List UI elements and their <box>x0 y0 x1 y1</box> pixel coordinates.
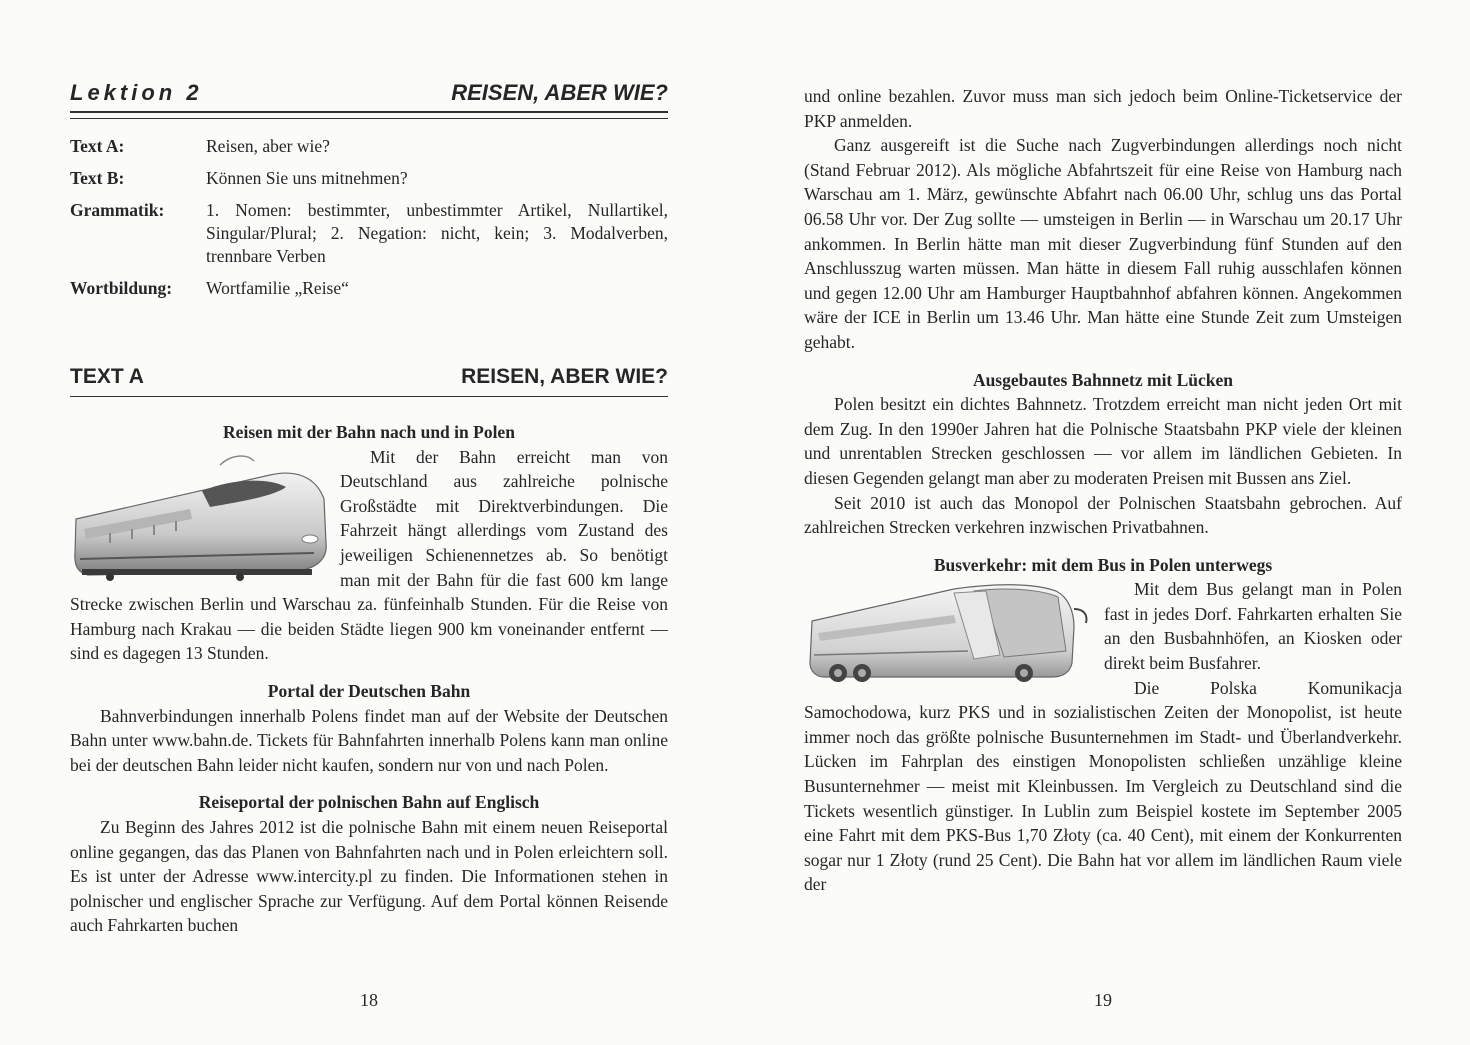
lesson-header <box>70 80 668 110</box>
overview-key: Text B: <box>70 168 125 188</box>
right-page <box>804 0 1402 1045</box>
overview-key: Text A: <box>70 136 125 156</box>
text-a-title: REISEN, ABER WIE? <box>461 365 668 388</box>
overview-row <box>70 199 668 268</box>
overview-value: Reisen, aber wie? <box>206 136 330 156</box>
paragraph: Seit 2010 ist auch das Monopol der Polnischen Staatsbahn gebrochen. Auf zahlreichen Strecken verkehren inzwischen Privatbahnen. <box>804 492 1402 538</box>
paragraph: Ganz ausgereift ist die Suche nach Zugverbindungen allerdings noch nicht (Stand Februar 2012). Als mögliche Abfahrtszeit für eine Reise von Hamburg nach Warschau am 1. März, gewünschte Abfahrt nach 06.00 Uhr, schlug uns das Portal 06.58 Uhr vor. Der Zug sollte — umsteigen in Berlin — in Warschau um 20.17 Uhr ankommen. In Berlin hätte man mit dieser Zugverbindung fünf Stunden auf den Anschlusszug warten müssen. Man hätte in diesem Fall ruhig ausschlafen können und gegen 12.00 Uhr am Hamburger Hauptbahnhof abfahren können. Angekommen wäre der ICE in Berlin um 13.46 Uhr. Man hätte eine Stunde Zeit zum Umsteigen gehabt. <box>804 135 1402 352</box>
bus-illustration <box>804 581 1092 687</box>
overview-value: Können Sie uns mitnehmen? <box>206 168 408 188</box>
section-body: Mit der Bahn erreicht man von Deutschland aus zahlreiche polnische Großstädte mit Direktverbindungen. Die Fahrzeit hängt allerdings vom Zustand des jeweiligen Schienennetzes ab. So benötigt man mit der Bahn für die fast 600 km lange Strecke zwischen Berlin und Warschau za. fünfeinhalb Stunden. Für die Reise von Hamburg nach Krakau — die beiden Städte liegen 900 km voneinander entfernt — sind es dagegen 13 Stunden. <box>70 446 668 664</box>
lesson-number: Lektion 2 <box>70 80 203 105</box>
train-illustration <box>70 447 328 585</box>
lesson-title: REISEN, ABER WIE? <box>451 80 668 105</box>
page-number: 18 <box>360 990 378 1010</box>
section-heading: Ausgebautes Bahnnetz mit Lücken <box>972 369 1234 390</box>
text-a-header <box>70 365 668 393</box>
page-number: 19 <box>1094 990 1112 1010</box>
paragraph: Mit dem Bus gelangt man in Polen fast in jedes Dorf. Fahrkarten erhalten Sie an den Busbahnhöfen, an Kiosken oder direkt beim Busfahrer. <box>1104 579 1402 674</box>
overview-row <box>70 167 668 190</box>
section-body: Bahnverbindungen innerhalb Polens findet man auf der Website der Deutschen Bahn unter www.bahn.de. Tickets für Bahnfahrten innerhalb Polens kann man online bei der deutschen Bahn leider nicht kaufen, sondern nur von und nach Polen. <box>70 705 668 775</box>
overview-row <box>70 135 668 158</box>
section-heading: Reisen mit der Bahn nach und in Polen <box>223 422 515 442</box>
paragraph: und online bezahlen. Zuvor muss man sich jedoch beim Online-Ticketservice der PKP anmelden. <box>804 86 1402 131</box>
lesson-overview <box>70 135 668 309</box>
header-divider <box>70 111 668 119</box>
section-heading: Busverkehr: mit dem Bus in Polen unterwegs <box>933 554 1273 575</box>
text-a-label: TEXT A <box>70 365 144 388</box>
right-content <box>804 84 1402 897</box>
left-page <box>70 0 668 1045</box>
overview-value: Wortfamilie „Reise“ <box>206 278 349 298</box>
overview-row <box>70 277 668 300</box>
paragraph: Polen besitzt ein dichtes Bahnnetz. Trotzdem erreicht man nicht jeden Ort mit dem Zug. In den 1990er Jahren hat die Polnische Staatsbahn PKP viele der kleinen und unrentablen Strecken geschlossen — vor allem im ländlichen Gebieten. In diesen Gegenden gelangt man aber zu moderaten Preisen mit Bussen ans Ziel. <box>804 394 1402 488</box>
overview-key: Wortbildung: <box>70 278 173 298</box>
section-heading: Portal der Deutschen Bahn <box>267 680 471 701</box>
section-body: Zu Beginn des Jahres 2012 ist die polnische Bahn mit einem neuen Reiseportal online gegangen, das das Planen von Bahnfahrten nach und in Polen erleichtern soll. Es ist unter der Adresse www.intercity.pl zu finden. Die Informationen stehen in polnischer und englischer Sprache zur Verfügung. Auf dem Portal können Reisende auch Fahrkarten buchen <box>70 816 668 936</box>
paragraph: Die Polska Komunikacja Samochodowa, kurz PKS und in sozialistischen Zeiten der Monopolist, ist heute immer noch das größte polnische Busunternehmen im Stadt- und Überlandverkehr. Lücken im Fahrplan des einstigen Monopolisten schließen unzählige kleine Busunternehmer — meist mit Kleinbussen. Im Vergleich zu Deutschland sind die Tickets wesentlich günstiger. In Lublin zum Beispiel kostete im September 2005 eine Fahrt mit dem PKS-Bus 1,70 Złoty (ca. 40 Cent), mit einem der Konkurrenten sogar nur 1 Złoty (rund 25 Cent). Die Bahn hat vor allem im ländlichen Raum viele der <box>804 677 1402 895</box>
text-a-divider <box>70 396 668 397</box>
left-content <box>70 420 668 938</box>
overview-value: 1. Nomen: bestimmter, unbestimmter Artikel, Nullartikel, Singular/Plural; 2. Negation: nicht, kein; 3. Modalverben, trennbare Verben <box>206 200 668 266</box>
overview-key: Grammatik: <box>70 200 165 220</box>
section-heading: Reiseportal der polnischen Bahn auf Englisch <box>198 792 540 813</box>
